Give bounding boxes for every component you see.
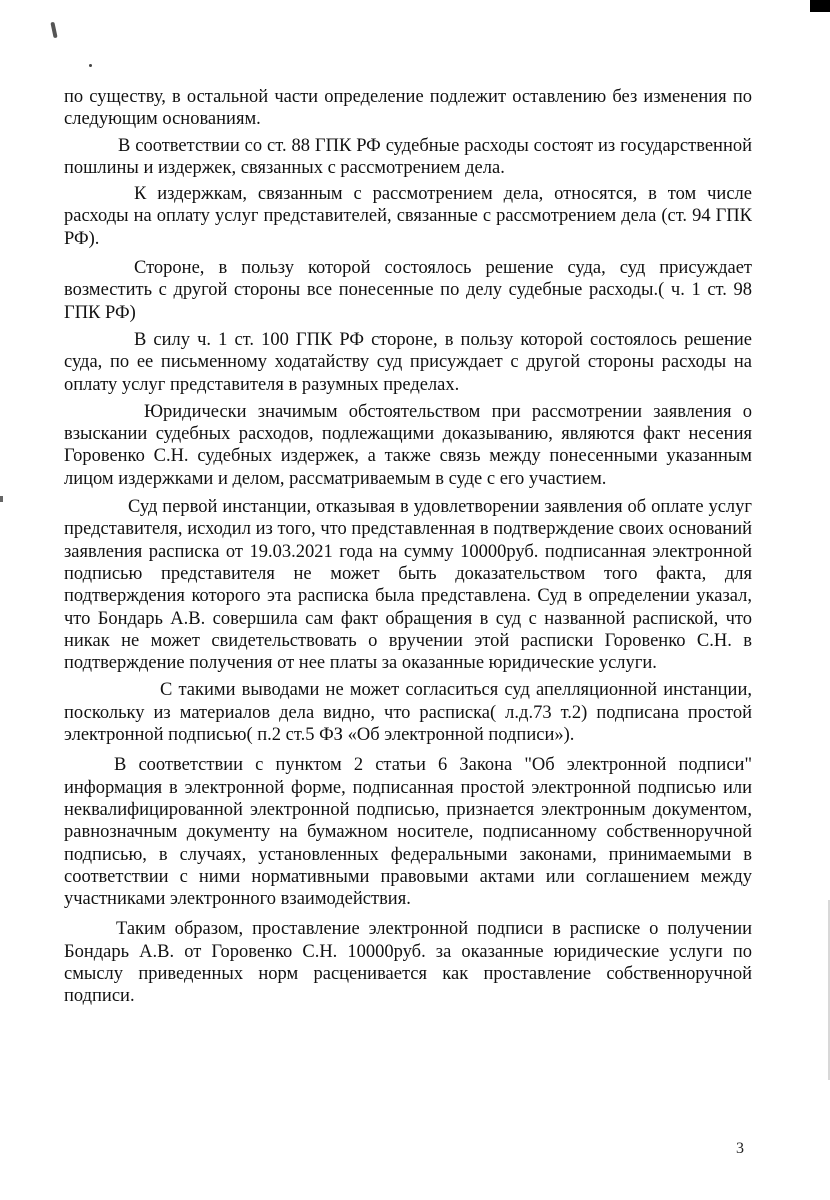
paragraph-1: по существу, в остальной части определение подлежит оставлению без изменения по следующим основаниям. xyxy=(64,87,752,130)
page-number: 3 xyxy=(736,1140,744,1157)
paragraph-3: К издержкам, связанным с рассмотрением дела, относятся, в том числе расходы на оплату услуг представителей, связанные с рассмотрением дела (ст. 94 ГПК РФ). xyxy=(64,184,752,249)
paragraph-5: В силу ч. 1 ст. 100 ГПК РФ стороне, в пользу которой состоялось решение суда, по ее письменному ходатайству суд присуждает с другой стороны расходы на оплату услуг представителя в разумных пределах. xyxy=(64,329,752,395)
scan-artifact-mark xyxy=(50,22,57,38)
document-body xyxy=(64,86,752,1008)
scan-artifact-corner xyxy=(810,0,830,12)
paragraph-2: В соответствии со ст. 88 ГПК РФ судебные расходы состоят из государственной пошлины и издержек, связанных с рассмотрением дела. xyxy=(64,135,752,178)
paragraph-6: Юридически значимым обстоятельством при рассмотрении заявления о взыскании судебных расходов, подлежащими доказыванию, являются факт несения Горовенко С.Н. судебных издержек, а также связь между понесенными указанным лицом издержками и делом, рассматриваемым в суде с его участием. xyxy=(64,401,752,489)
paragraph-4: Стороне, в пользу которой состоялось решение суда, суд присуждает возместить с другой стороны все понесенные по делу судебные расходы.( ч. 1 ст. 98 ГПК РФ) xyxy=(64,258,752,323)
scan-artifact-left-mark xyxy=(0,496,3,502)
scan-artifact-dot xyxy=(89,64,92,67)
paragraph-8: С такими выводами не может согласиться суд апелляционной инстанции, поскольку из материалов дела видно, что расписка( л.д.73 т.2) подписана простой электронной подписью( п.2 ст.5 ФЗ «Об электронной подписи»). xyxy=(64,680,752,746)
paragraph-7: Суд первой инстанции, отказывая в удовлетворении заявления об оплате услуг представителя, исходил из того, что представленная в подтверждение своих оснований заявления расписка от 19.03.2021 года на сумму 10000руб. подписанная электронной подписью представителя не может быть доказательством того факта, для подтверждения которого эта расписка была представлена. Суд в определении указал, что Бондарь А.В. совершила сам факт обращения в суд с названной распиской, что никак не может свидетельствовать о вручении этой расписки Горовенко С.Н. в подтверждение получения от нее платы за оказанные юридические услуги. xyxy=(64,497,752,674)
paragraph-10: Таким образом, проставление электронной подписи в расписке о получении Бондарь А.В. от Горовенко С.Н. 10000руб. за оказанные юридические услуги по смыслу приведенных норм расценивается как проставление собственноручной подписи. xyxy=(64,919,752,1007)
paragraph-9: В соответствии с пунктом 2 статьи 6 Закона "Об электронной подписи" информация в электронной форме, подписанная простой электронной подписью или неквалифицированной электронной подписью, признается электронным документом, равнозначным документу на бумажном носителе, подписанному собственноручной подписью, в случаях, установленных федеральными законами, принимаемыми в соответствии с ними нормативными правовыми актами или соглашением между участниками электронного взаимодействия. xyxy=(64,755,752,910)
